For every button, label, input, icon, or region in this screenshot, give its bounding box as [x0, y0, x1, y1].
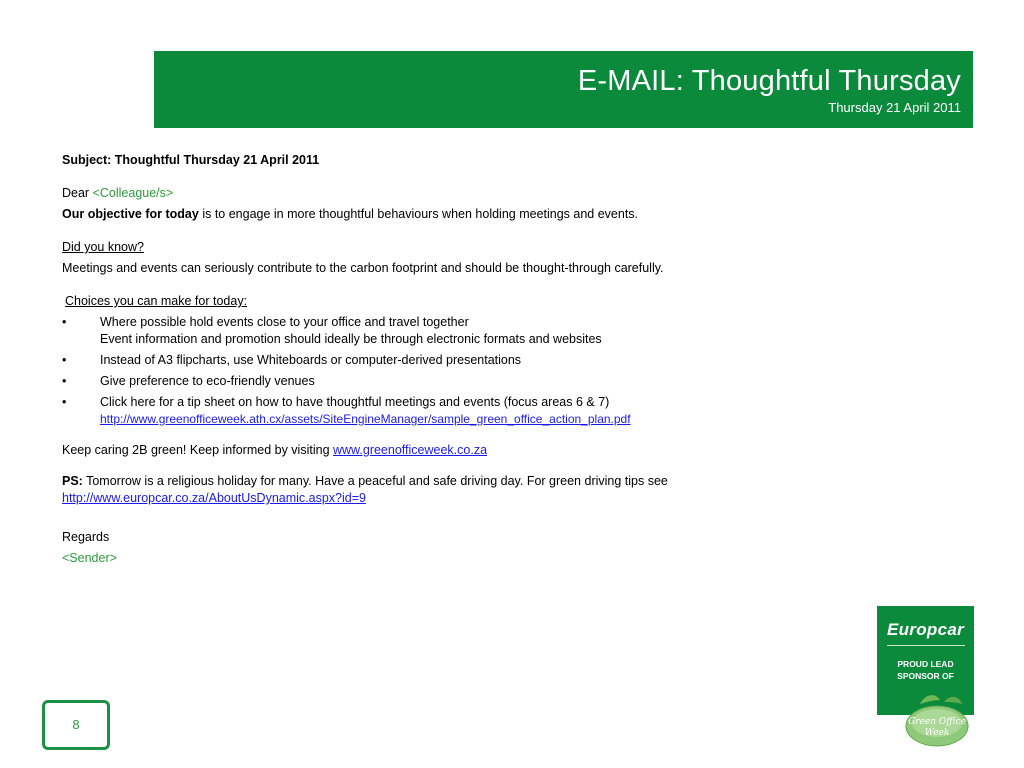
greeting [62, 183, 822, 204]
choices-list [62, 312, 822, 428]
tip-sheet-link[interactable]: http://www.greenofficeweek.ath.cx/assets/SiteEngineManager/sample_green_office_action_plan.pdf [100, 412, 631, 426]
ps-link-row [62, 490, 822, 507]
email-subject: Subject: Thoughtful Thursday 21 April 2011 [62, 153, 320, 167]
europcar-logo: Europcar [886, 620, 965, 639]
bullet-icon: • [62, 353, 67, 367]
tagline-line-2: SPONSOR OF [897, 671, 954, 681]
bullet-text: Instead of A3 flipcharts, use Whiteboards or computer-derived presentations [100, 353, 522, 367]
greeting-prefix: Dear [62, 186, 93, 200]
list-item [62, 371, 822, 392]
objective-line [62, 204, 822, 225]
list-item [62, 350, 822, 371]
bullet-text: Give preference to eco-friendly venues [100, 374, 315, 388]
green-office-week-logo [900, 690, 974, 750]
sender-placeholder: <Sender> [62, 551, 117, 565]
greenofficeweek-link[interactable]: www.greenofficeweek.co.za [333, 443, 488, 457]
bullet-text: Where possible hold events close to your office and travel together [100, 315, 469, 329]
ps-line [62, 473, 822, 490]
did-you-know-text: Meetings and events can seriously contribute to the carbon footprint and should be thought-through carefully. [62, 261, 664, 275]
logo-text-line-1: Green Office [908, 717, 966, 727]
ps-label: PS: [62, 474, 83, 488]
bullet-icon: • [62, 395, 67, 409]
keep-caring-line [62, 440, 822, 461]
colleague-placeholder: <Colleague/s> [92, 186, 174, 200]
ps-text: Tomorrow is a religious holiday for many. Have a peaceful and safe driving day. For green driving tips see [82, 474, 668, 488]
objective-text: is to engage in more thoughtful behaviours when holding meetings and events. [198, 207, 639, 221]
closing: Regards [62, 530, 110, 544]
page-date: Thursday 21 April 2011 [828, 100, 961, 115]
page-number: 8 [42, 700, 110, 750]
email-body [62, 150, 822, 569]
title-banner [154, 51, 973, 128]
europcar-link[interactable]: http://www.europcar.co.za/AboutUsDynamic.aspx?id=9 [62, 491, 366, 505]
list-item [62, 392, 822, 428]
keep-caring-text: Keep caring 2B green! Keep informed by visiting [62, 443, 333, 457]
bullet-icon: • [62, 374, 67, 388]
choices-heading: Choices you can make for today: [65, 294, 248, 308]
bullet-icon: • [62, 315, 67, 329]
list-item [62, 312, 822, 350]
badge-divider [887, 645, 965, 646]
page-title: E-MAIL: Thoughtful Thursday [577, 65, 961, 97]
logo-text-line-2: Week [924, 728, 950, 738]
tagline-line-1: PROUD LEAD [897, 659, 954, 669]
objective-label: Our objective for today [62, 207, 199, 221]
choices-heading-row [62, 291, 822, 312]
did-you-know-heading: Did you know? [62, 240, 144, 254]
bullet-text: Click here for a tip sheet on how to have thoughtful meetings and events (focus areas 6 & 7) [100, 395, 610, 409]
bullet-subtext: Event information and promotion should ideally be through electronic formats and websites [100, 332, 602, 346]
sponsor-tagline [877, 658, 974, 682]
